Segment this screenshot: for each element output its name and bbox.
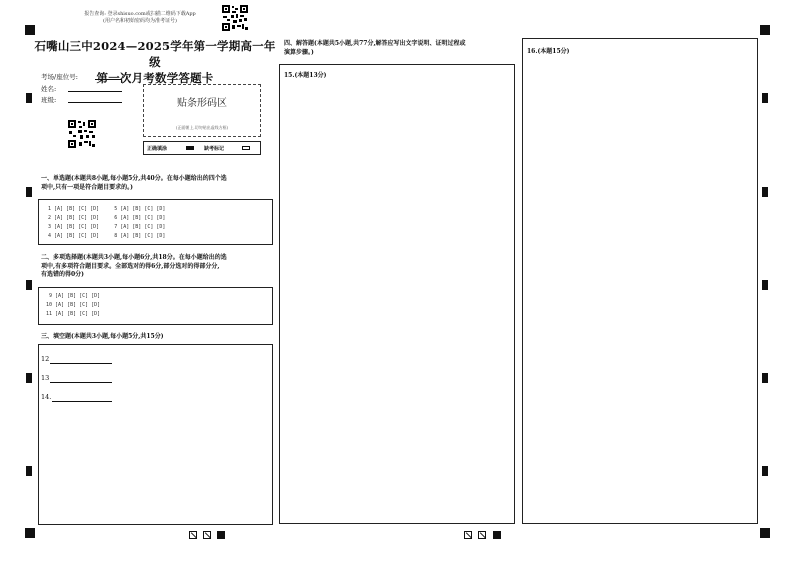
name-field[interactable]: [68, 91, 122, 92]
section1-heading: [41, 175, 276, 192]
corner-mark-bottom-left: [25, 528, 35, 538]
barcode-area[interactable]: [143, 84, 261, 137]
timing-mark: [762, 280, 768, 290]
timing-mark: [26, 280, 32, 290]
absent-mark-label: 缺考标记: [204, 146, 225, 152]
section3-heading: 三、填空题(本题共3小题,每小题5分,共15分): [41, 333, 164, 340]
page-marker-slash-icon: [478, 531, 486, 539]
app-qr-code-icon: [222, 5, 248, 31]
choice-row[interactable]: 4 [A] [B] [C] [D] 8 [A] [B] [C] [D]: [48, 233, 166, 239]
correct-fill-label: 正确填涂: [147, 146, 168, 152]
class-label: 班级:: [41, 96, 57, 104]
page-marker-filled-icon: [493, 531, 501, 539]
section2-heading: [41, 254, 276, 280]
section1-heading-line-1: 一、单选题(本题共8小题,每小题5分,共40分。在每小题给出的四个选: [41, 175, 227, 182]
q12-answer-line[interactable]: [50, 363, 112, 364]
timing-mark: [762, 373, 768, 383]
corner-mark-bottom-right: [760, 528, 770, 538]
section2-heading-line-2: 项中,有多项符合题目要求。全部选对的得6分,部分选对的得部分分,: [41, 262, 220, 270]
barcode-label: 贴条形码区: [177, 98, 227, 109]
fill-example-bar: [143, 141, 261, 155]
q15-label: 15.(本题13分): [284, 72, 327, 79]
timing-mark: [26, 93, 32, 103]
header-notice: [60, 11, 220, 25]
q13-answer-line[interactable]: [50, 382, 112, 383]
section2-heading-line-1: 二、多项选择题(本题共3小题,每小题6分,共18分。在每小题给出的选: [41, 254, 227, 261]
barcode-note: (正面朝上,切勿贴出虚线方框): [175, 125, 229, 130]
class-field[interactable]: [68, 102, 122, 103]
absent-mark-checkbox[interactable]: [242, 146, 250, 150]
timing-mark: [26, 373, 32, 383]
q16-answer-box[interactable]: [522, 38, 758, 524]
section2-heading-line-3: 有选错的得0分): [41, 271, 85, 278]
section4-heading: [284, 40, 520, 57]
section4-heading-line-1: 四、解答题(本题共5小题,共77分,解答应写出文字说明、证明过程或: [284, 40, 466, 47]
q13-label: 13: [41, 374, 50, 382]
section1-heading-line-2: 项中,只有一项是符合题目要求的。): [41, 183, 133, 191]
q14-answer-line[interactable]: [52, 401, 112, 402]
q12-label: 12: [41, 355, 50, 363]
title-line-1: 石嘴山三中2024—2025学年第一学期高一年级: [34, 39, 276, 69]
corner-mark-top-right: [760, 25, 770, 35]
name-label: 姓名:: [41, 85, 57, 93]
timing-mark: [762, 187, 768, 197]
notice-line-2: (用户名和初始密码均为准考证号): [103, 18, 177, 24]
page-marker-filled-icon: [217, 531, 225, 539]
page-marker-slash-icon: [189, 531, 197, 539]
choice-row[interactable]: 1 [A] [B] [C] [D] 5 [A] [B] [C] [D]: [48, 206, 166, 212]
choice-row[interactable]: 10 [A] [B] [C] [D]: [46, 302, 101, 308]
timing-mark: [26, 187, 32, 197]
choice-row[interactable]: 9 [A] [B] [C] [D]: [46, 293, 101, 299]
page-marker-slash-icon: [464, 531, 472, 539]
seat-field[interactable]: [95, 79, 122, 80]
choice-row[interactable]: 11 [A] [B] [C] [D]: [46, 311, 101, 317]
timing-mark: [26, 466, 32, 476]
section4-heading-line-2: 演算步骤。): [284, 48, 314, 56]
timing-mark: [762, 93, 768, 103]
timing-mark: [762, 466, 768, 476]
corner-mark-top-left: [25, 25, 35, 35]
seat-label: 考场/座位号:: [41, 73, 78, 81]
notice-line-1: 报告查询: 登录shisuo.com或扫描二维码下载App: [84, 11, 196, 17]
choice-row[interactable]: 2 [A] [B] [C] [D] 6 [A] [B] [C] [D]: [48, 215, 166, 221]
title-line-2: 第一次月考数学答题卡: [96, 71, 214, 85]
section3-answer-box: [38, 344, 273, 525]
correct-fill-sample-icon: [186, 146, 194, 150]
q16-label: 16.(本题15分): [527, 48, 570, 55]
q15-answer-box[interactable]: [279, 64, 515, 524]
page-marker-slash-icon: [203, 531, 211, 539]
student-qr-code-icon: [68, 120, 96, 148]
q14-label: 14.: [41, 393, 52, 401]
choice-row[interactable]: 3 [A] [B] [C] [D] 7 [A] [B] [C] [D]: [48, 224, 166, 230]
